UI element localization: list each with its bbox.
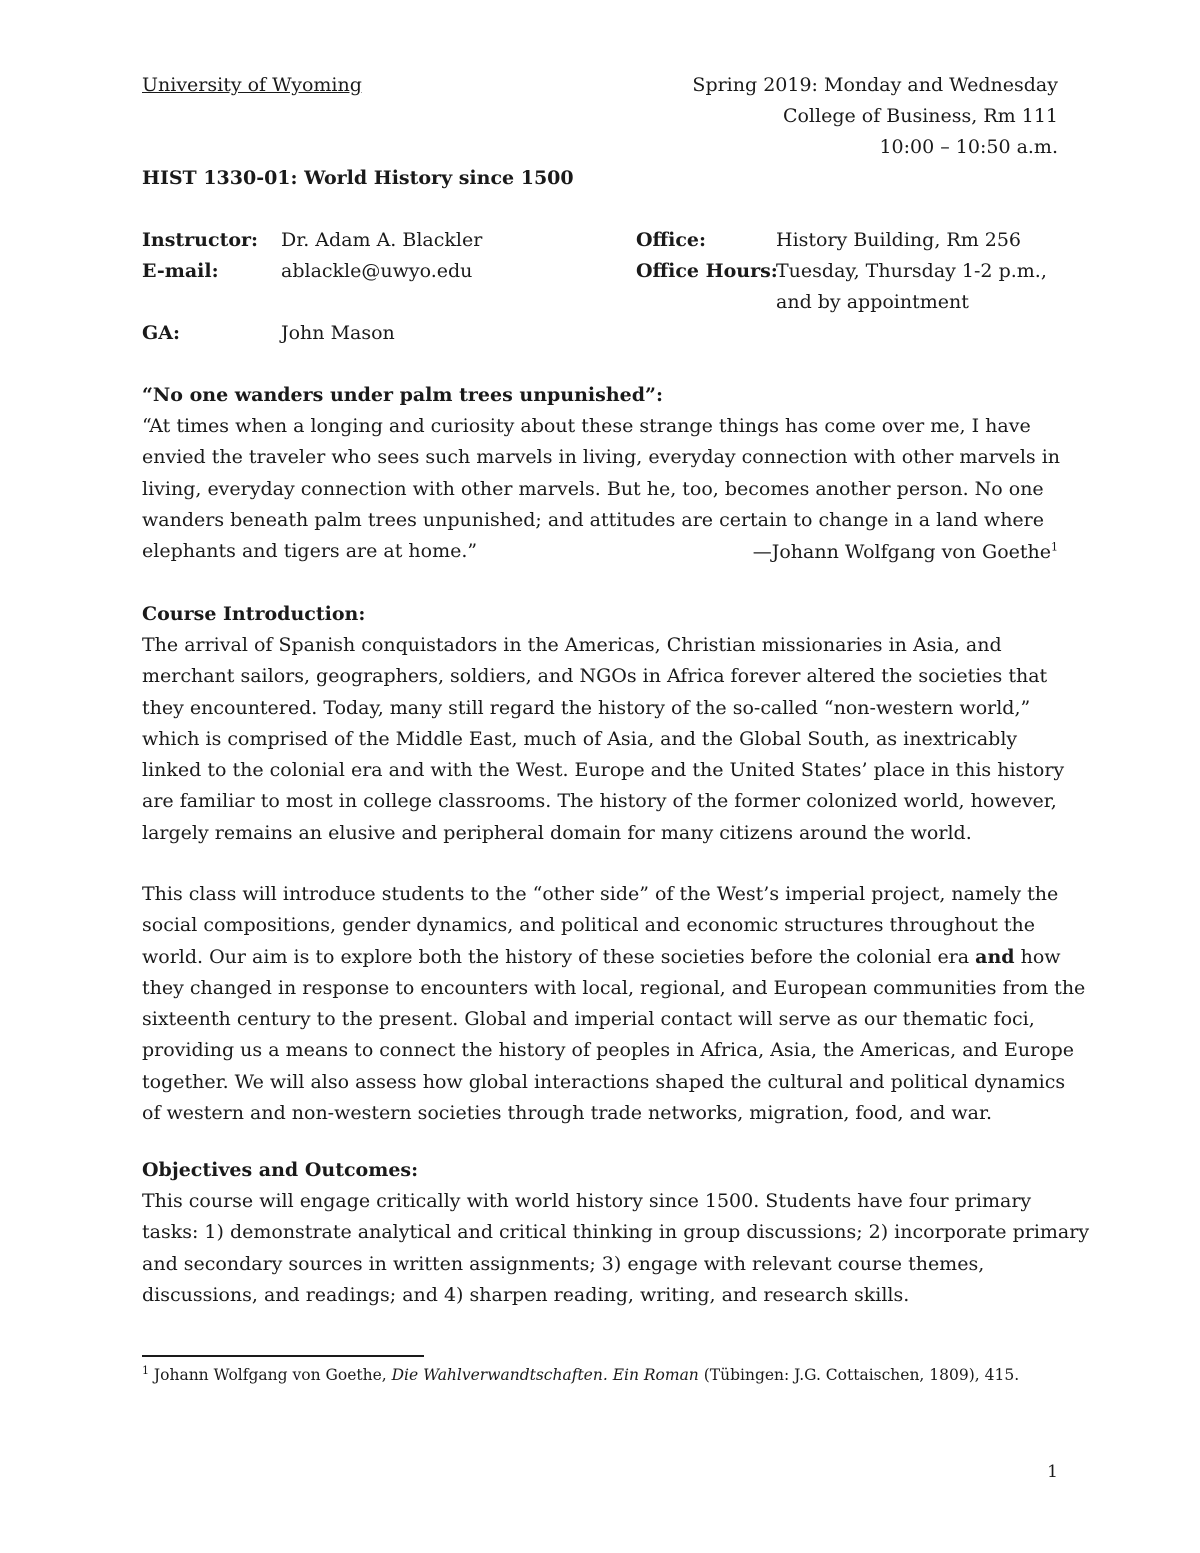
paragraph-line: they encountered. Today, many still regard the history of the so-called “non-western world,”: [142, 696, 1031, 719]
paragraph-line: discussions, and readings; and 4) sharpen reading, writing, and research skills.: [142, 1283, 910, 1306]
line-text: world. Our aim is to explore both the history of these societies before the colonial era: [142, 945, 976, 968]
instructor-name: Dr. Adam A. Blackler: [281, 229, 483, 251]
ga-label: GA:: [142, 322, 180, 344]
paragraph-line: social compositions, gender dynamics, and political and economic structures throughout the: [142, 914, 1035, 937]
university-name: University of Wyoming: [142, 74, 362, 96]
objectives-paragraph: [142, 1186, 1090, 1311]
paragraph-line: together. We will also assess how global interactions shaped the cultural and political dynamics: [142, 1070, 1066, 1093]
office-hours-line2: and by appointment: [776, 291, 969, 313]
course-title: HIST 1330-01: World History since 1500: [142, 167, 574, 189]
office-hours-label: Office Hours:: [636, 260, 778, 282]
footnote-publication: (Tübingen: J.G. Cottaischen, 1809), 415.: [698, 1366, 1020, 1384]
office-label: Office:: [636, 229, 707, 251]
ga-name: John Mason: [281, 322, 395, 344]
paragraph-line: linked to the colonial era and with the West. Europe and the United States’ place in this history: [142, 759, 1065, 782]
paragraph-line: largely remains an elusive and peripheral domain for many citizens around the world.: [142, 821, 972, 844]
emphasis-and: and: [975, 945, 1015, 968]
paragraph-line: are familiar to most in college classrooms. The history of the former colonized world, however,: [142, 790, 1057, 813]
footnote-title: Die Wahlverwandtschaften. Ein Roman: [391, 1366, 699, 1384]
term-schedule: Spring 2019: Monday and Wednesday: [692, 74, 1058, 96]
quote-line: wanders beneath palm trees unpunished; and attitudes are certain to change in a land where: [142, 508, 1044, 531]
class-location: College of Business, Rm 111: [782, 105, 1058, 127]
course-intro-paragraph-1: [142, 630, 1065, 849]
email-address[interactable]: ablackle@uwyo.edu: [281, 260, 473, 282]
paragraph-line: tasks: 1) demonstrate analytical and critical thinking in group discussions; 2) incorporate primary: [142, 1221, 1090, 1244]
paragraph-line: This course will engage critically with world history since 1500. Students have four primary: [142, 1190, 1032, 1212]
paragraph-line: [142, 942, 1062, 973]
paragraph-line: sixteenth century to the present. Global and imperial contact will serve as our thematic foci,: [142, 1008, 1035, 1031]
footnote-divider: [142, 1355, 424, 1357]
paragraph-line: providing us a means to connect the history of peoples in Africa, Asia, the Americas, and Europe: [142, 1039, 1075, 1062]
footnote-reference[interactable]: 1: [1051, 540, 1058, 554]
paragraph-line: of western and non-western societies through trade networks, migration, food, and war.: [142, 1102, 992, 1125]
class-time: 10:00 – 10:50 a.m.: [879, 136, 1058, 158]
course-intro-heading: Course Introduction:: [142, 603, 366, 625]
objectives-heading: Objectives and Outcomes:: [142, 1159, 419, 1181]
footnote-number: 1: [142, 1363, 149, 1377]
paragraph-line: The arrival of Spanish conquistadors in the Americas, Christian missionaries in Asia, and: [142, 634, 1002, 656]
quote-line: elephants and tigers are at home.”: [142, 540, 478, 563]
quote-line: living, everyday connection with other marvels. But he, too, becomes another person. No one: [142, 477, 1044, 500]
paragraph-line: which is comprised of the Middle East, much of Asia, and the Global South, as inextricably: [142, 727, 1018, 750]
line-text: how: [1014, 945, 1061, 968]
quote-line: “At times when a longing and curiosity about these strange things has come over me, I have: [142, 415, 1031, 437]
office-hours-line1: Tuesday, Thursday 1-2 p.m.,: [776, 260, 1047, 282]
email-label: E-mail:: [142, 260, 219, 282]
quote-heading: “No one wanders under palm trees unpunished”:: [142, 384, 663, 406]
quote-attribution: [753, 541, 1058, 563]
paragraph-line: This class will introduce students to the “other side” of the West’s imperial project, namely the: [142, 883, 1059, 905]
paragraph-line: and secondary sources in written assignments; 3) engage with relevant course themes,: [142, 1252, 985, 1275]
quote-line: envied the traveler who sees such marvels in living, everyday connection with other marvels in: [142, 446, 1061, 469]
paragraph-line: they changed in response to encounters with local, regional, and European communities from the: [142, 976, 1086, 999]
course-intro-paragraph-2: [142, 879, 1086, 1129]
instructor-label: Instructor:: [142, 229, 259, 251]
footnote-author: Johann Wolfgang von Goethe,: [149, 1366, 392, 1384]
page-number: 1: [1047, 1462, 1058, 1482]
footnote: [142, 1363, 1020, 1384]
attribution-text: —Johann Wolfgang von Goethe: [752, 541, 1051, 563]
paragraph-line: merchant sailors, geographers, soldiers, and NGOs in Africa forever altered the societies that: [142, 665, 1048, 688]
office-location: History Building, Rm 256: [776, 229, 1022, 251]
